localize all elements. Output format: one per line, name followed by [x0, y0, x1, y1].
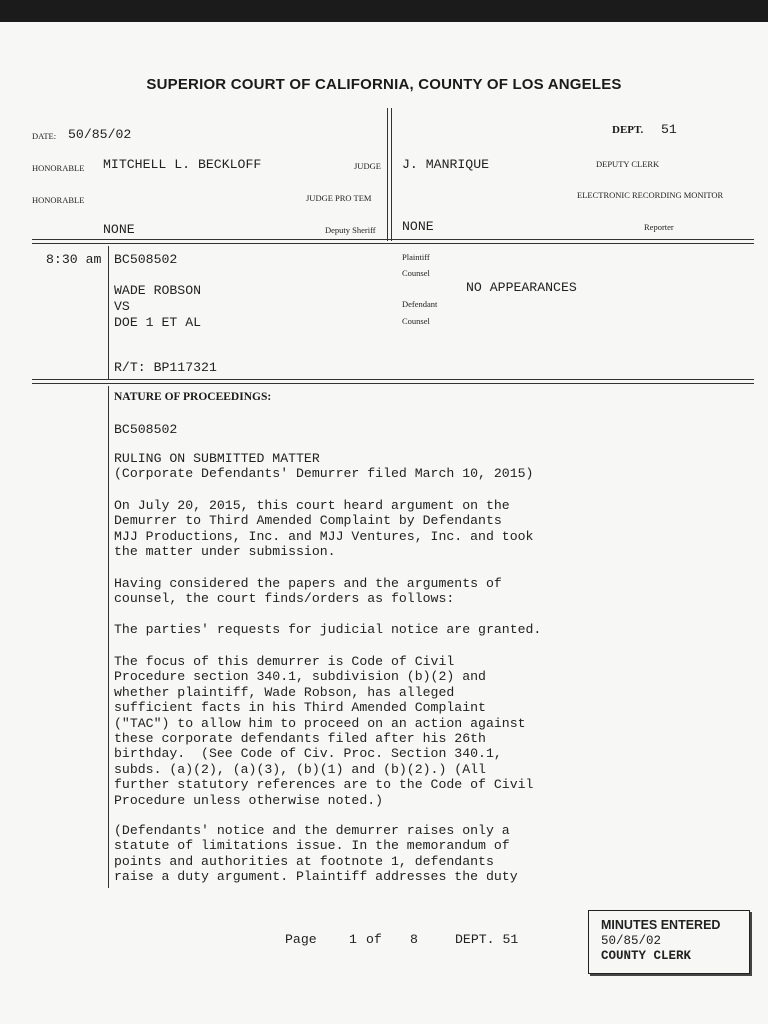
deputy-clerk-name: J. MANRIQUE: [402, 157, 490, 172]
plaintiff-counsel-label: Plaintiff: [402, 252, 430, 262]
footer-dept: DEPT. 51: [455, 932, 519, 947]
paragraph-hearing: On July 20, 2015, this court heard argument on the Demurrer to Third Amended Complaint by Defendants MJJ Productions, Inc. and MJJ Ventures, Inc. and took the matter under submission.: [114, 498, 534, 560]
date-label: DATE:: [32, 131, 57, 141]
defendant-counsel-label-2: Counsel: [402, 316, 430, 326]
case-rule-2: [32, 383, 754, 384]
footer-page-label: Page: [285, 932, 317, 947]
header-divider: [387, 108, 388, 241]
scan-top-edge: [0, 0, 768, 22]
deputy-sheriff-name: NONE: [103, 222, 135, 237]
ruling-title: RULING ON SUBMITTED MATTER (Corporate Defendants' Demurrer filed March 10, 2015): [114, 451, 534, 482]
honorable-label-2: HONORABLE: [32, 195, 85, 205]
case-rule: [32, 379, 754, 380]
minutes-entered-label: MINUTES ENTERED: [601, 918, 721, 932]
judge-pro-tem-label: JUDGE PRO TEM: [306, 193, 372, 203]
footer-of-label: of: [366, 932, 382, 947]
reporter-name: NONE: [402, 219, 434, 234]
header-rule-2: [32, 243, 754, 244]
county-clerk-label: COUNTY CLERK: [601, 949, 692, 963]
erm-label: ELECTRONIC RECORDING MONITOR: [577, 190, 724, 200]
case-left-divider: [108, 246, 109, 380]
case-number: BC508502: [114, 252, 178, 267]
hearing-time: 8:30 am: [46, 252, 102, 267]
honorable-label: HONORABLE: [32, 163, 85, 173]
proceedings-case-number: BC508502: [114, 422, 178, 437]
appearances: NO APPEARANCES: [466, 280, 577, 295]
related-case: R/T: BP117321: [114, 360, 217, 375]
paragraph-defendants-notice: (Defendants' notice and the demurrer raises only a statute of limitations issue. In the memorandum of points and authorities at footnote 1, defendants raise a duty argument. Plaintiff addresses the duty: [114, 823, 518, 885]
dept-label: DEPT.: [612, 124, 644, 136]
deputy-clerk-label: DEPUTY CLERK: [596, 159, 660, 169]
plaintiff-name: WADE ROBSON: [114, 283, 202, 298]
minutes-entered-date: 50/85/02: [601, 934, 662, 948]
date-value: 50/85/02: [68, 127, 132, 142]
dept-value: 51: [661, 122, 677, 137]
court-title: SUPERIOR COURT OF CALIFORNIA, COUNTY OF LOS ANGELES: [146, 76, 622, 93]
header-divider-2: [391, 108, 392, 241]
defendant-name: DOE 1 ET AL: [114, 315, 202, 330]
paragraph-considered: Having considered the papers and the arguments of counsel, the court finds/orders as follows:: [114, 576, 502, 607]
defendant-counsel-label: Defendant: [402, 299, 438, 309]
proceedings-left-divider: [108, 386, 109, 888]
paragraph-focus: The focus of this demurrer is Code of Civil Procedure section 340.1, subdivision (b)(2) and whether plaintiff, Wade Robson, has alleged sufficient facts in his Third Amended Complaint ("TAC") to allow him to proceed on an action against these corporate defendants filed after his 26th birthday. (See Code of Civ. Proc. Section 340.1, subds. (a)(2), (a)(3), (b)(1) and (b)(2).) (All further statutory references are to the Code of Civil Procedure unless otherwise noted.): [114, 654, 534, 808]
footer-page-total: 8: [410, 932, 418, 947]
minutes-entered-stamp: [588, 910, 750, 974]
deputy-sheriff-label: Deputy Sheriff: [325, 225, 376, 235]
versus: VS: [114, 299, 130, 314]
header-rule: [32, 239, 754, 240]
judge-name: MITCHELL L. BECKLOFF: [103, 157, 262, 172]
judge-label: JUDGE: [354, 161, 381, 171]
proceedings-heading: NATURE OF PROCEEDINGS:: [114, 391, 272, 403]
plaintiff-counsel-label-2: Counsel: [402, 268, 430, 278]
footer-page-number: 1: [349, 932, 357, 947]
paragraph-judicial-notice: The parties' requests for judicial notice are granted.: [114, 622, 542, 637]
reporter-label: Reporter: [644, 222, 674, 232]
